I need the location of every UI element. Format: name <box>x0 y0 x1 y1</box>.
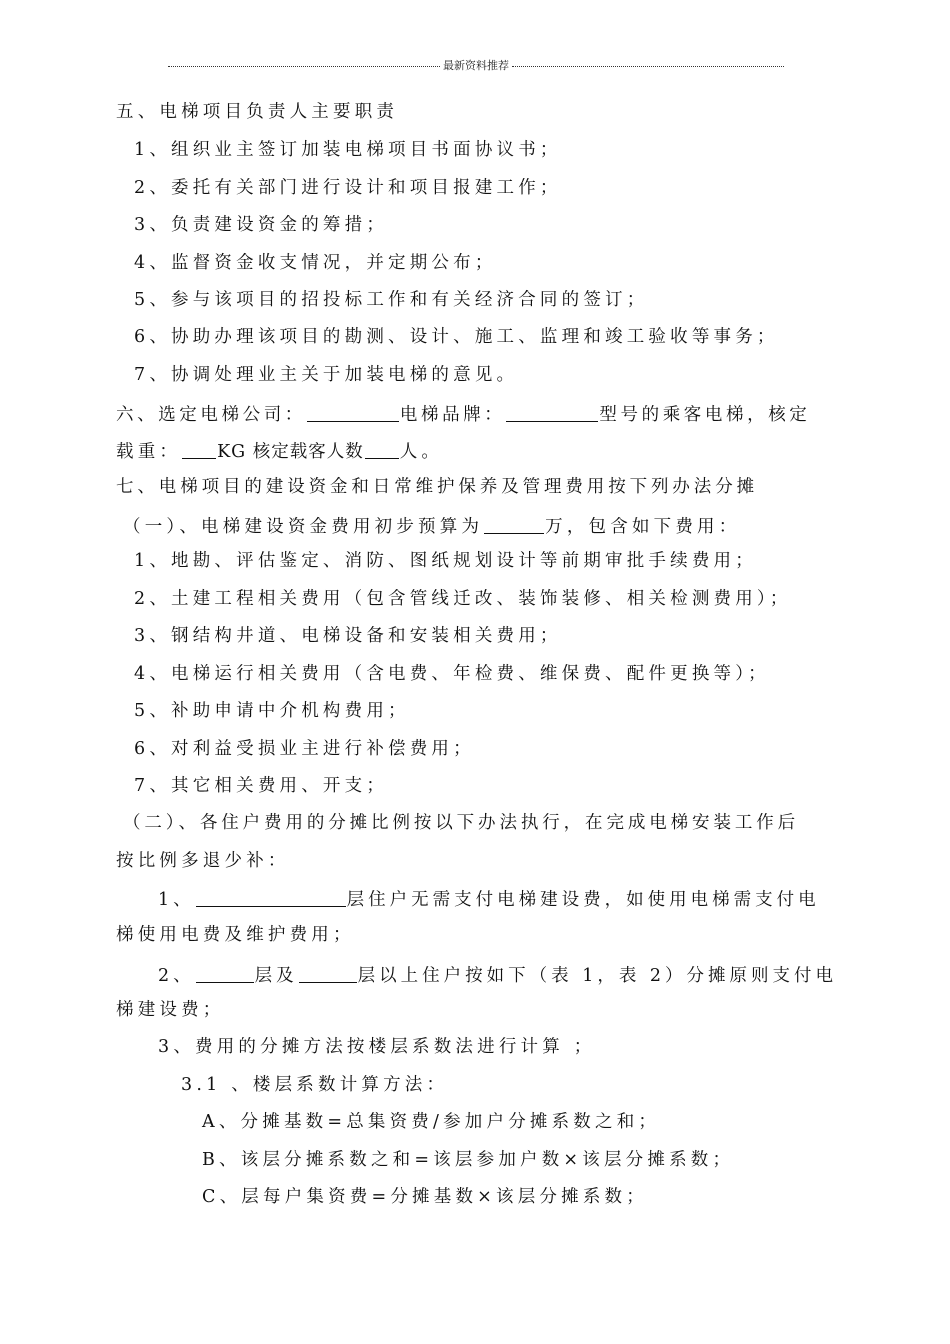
rule-1-line-1 <box>158 889 820 910</box>
s7-item-2: 2、土建工程相关费用（包含管线迁改、装饰装修、相关检测费用）； <box>134 589 792 609</box>
company-blank <box>307 404 399 422</box>
s7-sub-2-line-2: 按比例多退少补： <box>116 851 290 871</box>
rule-2-text: 层以上住户按如下（表 1，表 2）分摊原则支付电 <box>357 966 838 986</box>
header-text: 最新资料推荐 <box>443 59 509 72</box>
s6-model-text: 型号的乘客电梯，核定 <box>599 405 811 425</box>
floor-blank-1 <box>196 889 346 907</box>
s7-sub-2-line-1: （二）、各住户费用的分摊比例按以下办法执行，在完成电梯安装工作后 <box>123 813 800 833</box>
rule-3-1: 3.1 、楼层系数计算方法： <box>181 1075 449 1095</box>
section-6-line-1 <box>116 404 810 425</box>
load-blank <box>182 441 216 459</box>
rule-1-text: 层住户无需支付电梯建设费，如使用电梯需支付电 <box>346 890 820 910</box>
s7-budget-suffix: 万，包含如下费用： <box>545 517 741 537</box>
passenger-blank <box>365 441 399 459</box>
s6-brand-label: 电梯品牌： <box>399 405 506 425</box>
budget-blank <box>484 516 544 534</box>
rule-c: C、层每户集资费=分摊基数×该层分摊系数； <box>202 1187 648 1207</box>
rule-2-number: 2、 <box>158 966 195 986</box>
rule-2-mid: 层及 <box>254 966 298 986</box>
section-5-title: 五、电梯项目负责人主要职责 <box>116 102 399 122</box>
rule-1-line-2: 梯使用电费及维护费用； <box>116 925 355 945</box>
rule-b: B、该层分摊系数之和=该层参加户数×该层分摊系数； <box>202 1150 735 1170</box>
s5-item-2: 2、委托有关部门进行设计和项目报建工作； <box>134 178 562 198</box>
brand-blank <box>506 404 598 422</box>
s7-item-7: 7、其它相关费用、开支； <box>134 776 389 796</box>
rule-2-line-2: 梯建设费； <box>116 1000 225 1020</box>
s6-load-label: 载重： <box>116 442 182 462</box>
header-left-dots <box>168 66 440 67</box>
s5-item-4: 4、监督资金收支情况，并定期公布； <box>134 253 497 273</box>
s6-company-label: 六、选定电梯公司： <box>116 405 306 425</box>
section-6-line-2 <box>116 441 443 462</box>
s5-item-5: 5、参与该项目的招投标工作和有关经济合同的签订； <box>134 290 649 310</box>
section-7-title: 七、电梯项目的建设资金和日常维护保养及管理费用按下列办法分摊 <box>116 477 758 497</box>
s7-item-6: 6、对利益受损业主进行补偿费用； <box>134 739 475 759</box>
s7-item-1: 1、地勘、评估鉴定、消防、图纸规划设计等前期审批手续费用； <box>134 551 757 571</box>
s6-passenger-label: KG 核定载客人数 <box>217 442 364 462</box>
floor-blank-3 <box>299 965 357 983</box>
rule-3: 3、费用的分摊方法按楼层系数法进行计算 ； <box>158 1037 596 1057</box>
s5-item-6: 6、协助办理该项目的勘测、设计、施工、监理和竣工验收等事务； <box>134 327 779 347</box>
s7-sub-1 <box>123 516 740 537</box>
page-header <box>168 55 784 75</box>
s6-person-unit: 人。 <box>399 442 444 462</box>
s7-budget-label: （一）、电梯建设资金费用初步预算为 <box>123 517 484 537</box>
rule-1-number: 1、 <box>158 890 195 910</box>
rule-2-line-1 <box>158 965 837 986</box>
floor-blank-2 <box>196 965 254 983</box>
s5-item-7: 7、协调处理业主关于加装电梯的意见。 <box>134 365 519 385</box>
s5-item-3: 3、负责建设资金的筹措； <box>134 215 389 235</box>
s7-item-3: 3、钢结构井道、电梯设备和安装相关费用； <box>134 626 562 646</box>
s5-item-1: 1、组织业主签订加装电梯项目书面协议书； <box>134 140 562 160</box>
header-right-dots <box>512 66 784 67</box>
s7-item-4: 4、电梯运行相关费用（含电费、年检费、维保费、配件更换等）； <box>134 664 770 684</box>
rule-a: A、分摊基数=总集资费/参加户分摊系数之和； <box>202 1112 661 1132</box>
s7-item-5: 5、补助申请中介机构费用； <box>134 701 410 721</box>
